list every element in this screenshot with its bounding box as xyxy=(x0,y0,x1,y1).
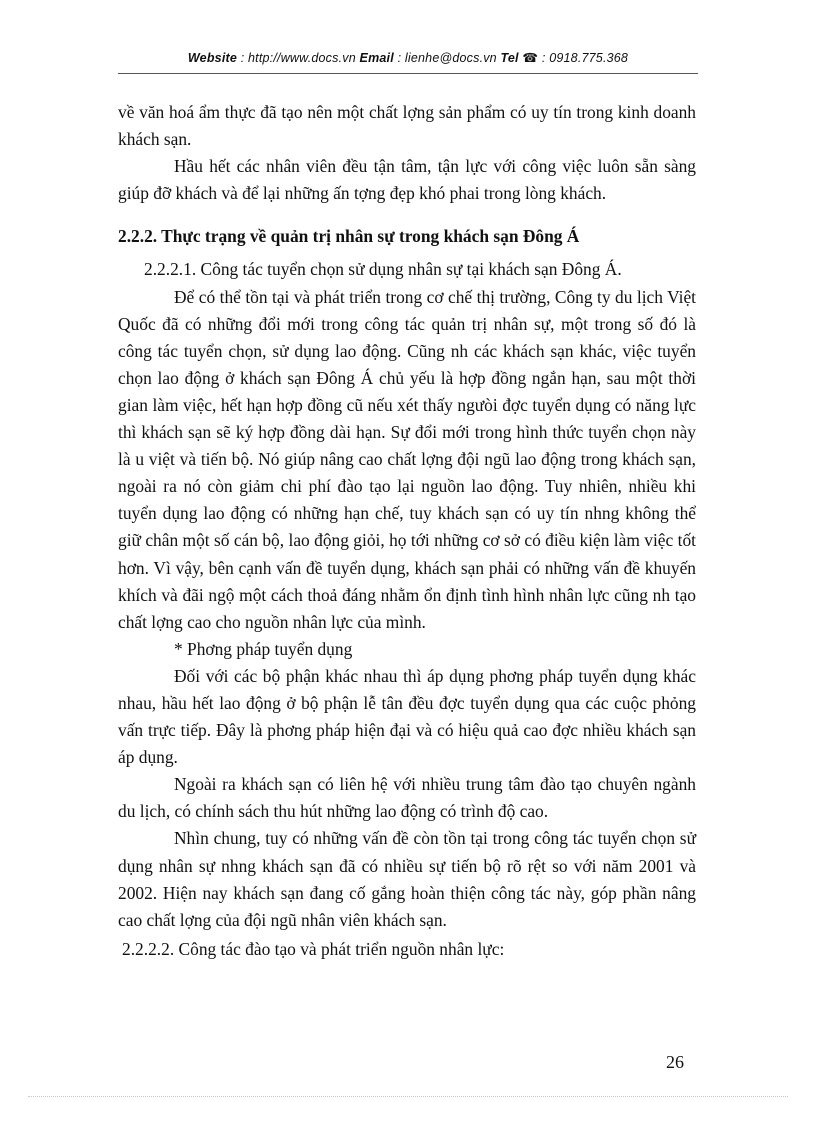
subsection-heading-training: 2.2.2.2. Công tác đào tạo và phát triển nguồn nhân lực: xyxy=(122,938,505,959)
paragraph-recruitment: Để có thể tồn tại và phát triển trong cơ chế thị trường, Công ty du lịch Việt Quốc đã có những đổi mới trong công tác quản trị nhân sự, một trong số đó là công tác tuyển chọn, sử dụng lao động. Cũng nh các khách sạn khác, việc tuyển chọn lao động ở khách sạn Đông Á chủ yếu là hợp đồng ngắn hạn, sau một thời gian làm việc, hết hạn hợp đồng cũ nếu xét thấy ngưòi đợc tuyển dụng có năng lực thì khách sạn sẽ ký hợp đồng dài hạn. Sự đổi mới trong hình thức tuyển chọn này là u việt và tiến bộ. Nó giúp nâng cao chất lợng đội ngũ lao động trong khách sạn, ngoài ra nó còn giảm chi phí đào tạo lại nguồn lao động. Tuy nhiên, nhiều khi tuyển dụng lao động có những hạn chế, tuy khách sạn có uy tín nhng không thể giữ chân một số cán bộ, lao động giỏi, họ tới những cơ sở có điều kiện làm việc tốt hơn. Vì vậy, bên cạnh vấn đề tuyển dụng, khách sạn phải có những vấn đề khuyến khích và đãi ngộ một cách thoả đáng nhằm ổn định tình hình nhân lực cũng nh tạo chất lợng cao cho nguồn nhân lực của mình. xyxy=(118,286,696,632)
section-heading: 2.2.2. Thực trạng về quản trị nhân sự trong khách sạn Đông Á xyxy=(118,226,580,247)
paragraph-summary: Nhìn chung, tuy có những vấn đề còn tồn tại trong công tác tuyển chọn sử dụng nhân sự nhng khách sạn đã có nhiều sự tiến bộ rõ rệt so với năm 2001 và 2002. Hiện nay khách sạn đang cố gắng hoàn thiện công tác này, góp phần nâng cao chất lợng của đội ngũ nhân viên khách sạn. xyxy=(118,828,696,930)
page-number: 26 xyxy=(666,1052,684,1072)
paragraph-method: Đối với các bộ phận khác nhau thì áp dụng phơng pháp tuyển dụng khác nhau, hầu hết lao động ở bộ phận lễ tân đều đợc tuyển dụng qua các cuộc phỏng vấn trực tiếp. Đây là phơng pháp hiện đại và có hiệu quả cao đợc nhiều khách sạn áp dụng. xyxy=(118,665,696,768)
paragraph-continuation: về văn hoá ẩm thực đã tạo nên một chất lợng sản phẩm có uy tín trong kinh doanh khách sạn. xyxy=(118,102,696,150)
paragraph-method-title: * Phơng pháp tuyển dụng xyxy=(174,638,353,659)
paragraph-training-centers: Ngoài ra khách sạn có liên hệ với nhiều trung tâm đào tạo chuyên ngành du lịch, có chính sách thu hút những lao động có trình độ cao. xyxy=(118,774,696,822)
page-header xyxy=(120,50,696,65)
tel-label: Tel xyxy=(500,51,519,65)
header-divider xyxy=(118,73,698,74)
tel-number: : 0918.775.368 xyxy=(538,51,629,65)
email-label: Email xyxy=(359,51,394,65)
email-address[interactable]: : lienhe@docs.vn xyxy=(393,51,501,65)
document-body xyxy=(118,99,696,963)
footer-divider xyxy=(28,1096,788,1097)
website-label: Website xyxy=(187,51,238,65)
subsection-heading-recruitment: 2.2.2.1. Công tác tuyển chọn sử dụng nhân sự tại khách sạn Đông Á. xyxy=(144,259,622,280)
phone-icon: ☎ xyxy=(522,51,539,65)
paragraph-staff: Hầu hết các nhân viên đều tận tâm, tận lực với công việc luôn sẵn sàng giúp đỡ khách và để lại những ấn tợng đẹp khó phai trong lòng khách. xyxy=(118,156,696,204)
website-url[interactable]: : http://www.docs.vn xyxy=(237,51,360,65)
